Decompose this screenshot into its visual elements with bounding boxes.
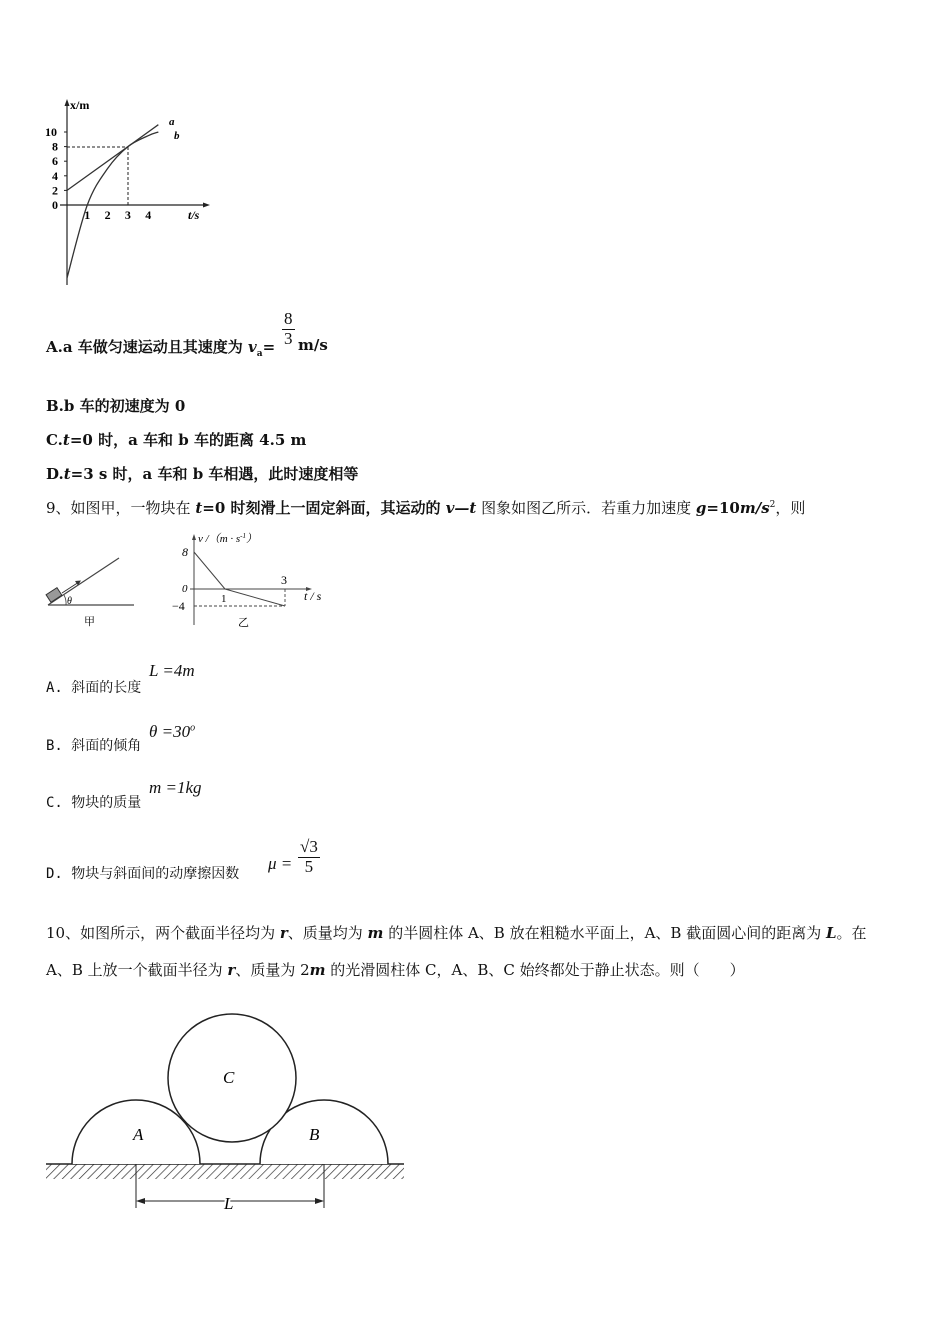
label-a: A — [133, 1125, 144, 1144]
ground-hatch — [46, 1164, 404, 1179]
q8-option-d: D.t=3 s 时，a 车和 b 车相遇，此时速度相等 — [46, 465, 359, 483]
x-tick-label: 2 — [104, 208, 111, 222]
block — [46, 588, 62, 603]
vt-tick-0: 0 — [182, 583, 188, 595]
label-c: C — [223, 1068, 235, 1087]
curve-a-label: a — [169, 116, 175, 128]
x-tick-label: 1 — [84, 208, 91, 222]
label-b: B — [309, 1125, 320, 1144]
y-axis-label: x/m — [70, 98, 90, 112]
mu-fraction: $\frac{√3}{5}$ — [300, 837, 318, 876]
q8-option-b: B.b 车的初速度为 0 — [46, 397, 186, 415]
y-tick-labels — [45, 125, 67, 212]
vt-xlabel: t / s — [304, 589, 322, 603]
incline-figure — [44, 550, 139, 630]
y-tick-label: 8 — [52, 139, 58, 154]
vt-graph — [168, 530, 338, 630]
x-tick-labels — [84, 208, 151, 222]
fig-yi-label: 乙 — [238, 617, 249, 629]
x-tick-label: 4 — [145, 208, 152, 222]
q10-stem-line2: A、B 上放一个截面半径为 r、质量为 2m 的光滑圆柱体 C，A、B、C 始终都处于静止状态。则（ ） — [46, 961, 745, 979]
vt-tick-neg4: −4 — [172, 599, 185, 613]
y-tick-label: 2 — [52, 183, 58, 198]
series-a-line — [67, 125, 158, 191]
theta-label: θ — [67, 596, 72, 607]
y-tick-label: 4 — [52, 168, 58, 183]
vt-tick-3: 3 — [281, 573, 287, 587]
fig-jia-label: 甲 — [84, 616, 95, 628]
vt-ylabel: v $/(m \cdot s^{-1})$ — [198, 532, 258, 545]
label-l: L — [224, 1194, 234, 1213]
q8-option-a-text: A.a 车做匀速运动且其速度为 $v_a=$ — [46, 338, 276, 359]
vt-tick-1: 1 — [221, 593, 227, 605]
x-axis-label: t/s — [188, 208, 200, 222]
q10-stem-line1: 10、如图所示，两个截面半径均为 r、质量均为 m 的半圆柱体 A、B 放在粗糙水平面上，A、B 截面圆心间的距离为 L。在 — [46, 924, 867, 942]
cylinders-figure — [44, 1010, 409, 1215]
q8-option-a-fraction: $\frac{8}{3}$ — [284, 309, 293, 348]
q9-stem: 9、如图甲，一物块在 t=0 时刻滑上一固定斜面，其运动的 v—t 图象如图乙所示．若重力加速度 $g=10m/s^2$，则 — [46, 499, 806, 517]
vt-tick-8: 8 — [182, 545, 188, 559]
y-tick-label: 10 — [45, 125, 57, 139]
curve-b-label: b — [174, 130, 180, 142]
velocity-arrow — [62, 582, 79, 593]
q8-option-c: C.t=0 时，a 车和 b 车的距离 4.5 m — [46, 431, 307, 449]
y-tick-label: 0 — [52, 198, 58, 212]
xt-graph — [40, 95, 220, 290]
y-tick-label: 6 — [52, 154, 58, 169]
x-tick-label: 3 — [124, 208, 131, 222]
